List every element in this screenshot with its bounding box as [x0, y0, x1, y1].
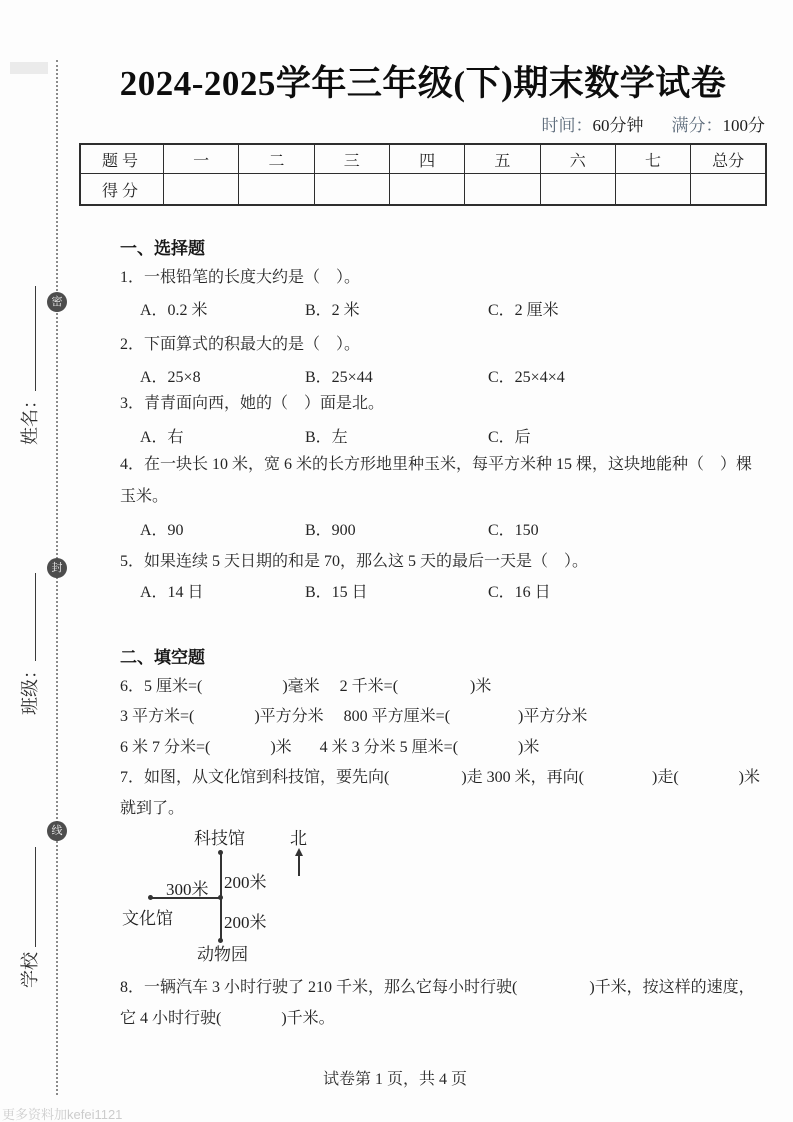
q4-option-a: A．90: [140, 522, 184, 539]
q2-option-c: C．25×4×4: [488, 369, 565, 386]
q1-option-b: B．2 米: [305, 302, 360, 319]
q2-option-b: B．25×44: [305, 369, 373, 386]
diagram-node-science: [218, 850, 223, 855]
seal-char-feng: 封: [47, 558, 67, 578]
question-8-line1: 8．一辆汽车 3 小时行驶了 210 千米，那么它每小时行驶( )千米，按这样的速度，: [120, 979, 755, 996]
score-cell-empty: [540, 174, 615, 206]
q5-option-b: B．15 日: [305, 584, 368, 601]
question-4-text-line1: 4．在一块长 10 米，宽 6 米的长方形地里种玉米，每平方米种 15 棵，这块地能种（ ）棵: [120, 456, 753, 473]
seal-char-xian: 线: [47, 821, 67, 841]
score-table-col-total: 总分: [691, 144, 766, 174]
diagram-north-label: 北: [290, 829, 307, 848]
page-title: 2024-2025学年三年级(下)期末数学试卷: [119, 64, 727, 103]
question-3-options: [140, 427, 531, 449]
question-7-line1: 7．如图，从文化馆到科技馆，要先向( )走 300 米，再向( )走( )米: [120, 769, 760, 786]
score-table-header-row: [80, 144, 766, 174]
time-value: 60分钟: [592, 116, 644, 135]
q1-option-a: A．0.2 米: [140, 302, 208, 319]
watermark-text: 更多资料加kefei1121: [2, 1107, 123, 1122]
score-cell-empty: [615, 174, 690, 206]
question-8-line2: 它 4 小时行驶( )千米。: [120, 1010, 335, 1027]
score-table-corner: 题号: [80, 144, 164, 174]
q5-option-a: A．14 日: [140, 584, 204, 601]
score-cell-empty: [389, 174, 464, 206]
full-score-value: 100分: [722, 116, 765, 135]
score-table-score-row: [80, 174, 766, 206]
score-table-col-6: 六: [540, 144, 615, 174]
name-blank-line: [21, 286, 36, 391]
diagram-zoo-label: 动物园: [197, 945, 248, 964]
q4-option-c: C．150: [488, 522, 539, 539]
score-cell-empty: [465, 174, 540, 206]
question-2-options: [140, 367, 565, 389]
name-field: [18, 270, 42, 445]
map-diagram: [120, 822, 380, 967]
score-table-col-2: 二: [239, 144, 314, 174]
question-6-line1: 6．5 厘米=( )毫米 2 千米=( )米: [120, 678, 492, 695]
score-cell-empty: [314, 174, 389, 206]
diagram-culture-museum-label: 文化馆: [122, 909, 173, 928]
q3-option-b: B．左: [305, 429, 348, 446]
question-6-line2: 3 平方米=( )平方分米 800 平方厘米=( )平方分米: [120, 708, 588, 725]
class-blank-line: [21, 573, 36, 661]
diagram-dist-left: 300米: [166, 880, 209, 899]
north-arrow-shaft: [298, 855, 300, 876]
q1-option-c: C．2 厘米: [488, 302, 559, 319]
diagram-science-museum-label: 科技馆: [194, 829, 245, 848]
q5-option-c: C．16 日: [488, 584, 551, 601]
diagram-node-junction: [218, 895, 223, 900]
diagram-dist-top: 200米: [224, 873, 267, 892]
score-cell-empty: [239, 174, 314, 206]
question-5-options: [140, 582, 551, 604]
seal-char-mi: 密: [47, 292, 67, 312]
page-footer: 试卷第 1 页，共 4 页: [322, 1071, 467, 1088]
section-1-heading: 一、选择题: [120, 239, 205, 258]
score-cell-empty: [691, 174, 766, 206]
school-label: 学校: [20, 947, 40, 988]
class-label: 班级：: [20, 661, 40, 715]
content-area: [79, 0, 767, 1122]
q3-option-c: C．后: [488, 429, 531, 446]
score-cell-empty: [164, 174, 239, 206]
time-label: 时间：: [541, 116, 593, 135]
q2-option-a: A．25×8: [140, 369, 201, 386]
school-field: [18, 827, 42, 988]
scan-artifact: [10, 62, 48, 74]
q3-option-a: A．右: [140, 429, 184, 446]
class-field: [18, 560, 42, 715]
school-blank-line: [21, 848, 36, 948]
q4-option-b: B．900: [305, 522, 356, 539]
question-4-text-line2: 玉米。: [120, 488, 169, 505]
full-score-label: 满分：: [671, 116, 723, 135]
question-6-line3: 6 米 7 分米=( )米 4 米 3 分米 5 厘米=( )米: [120, 739, 540, 756]
score-table-col-1: 一: [164, 144, 239, 174]
exam-meta: [542, 111, 766, 136]
question-3-text: 3．青青面向西，她的（ ）面是北。: [120, 395, 385, 412]
score-table-col-7: 七: [615, 144, 690, 174]
question-7-line2: 就到了。: [120, 800, 185, 817]
question-2-text: 2．下面算式的积最大的是（ ）。: [120, 336, 361, 353]
score-table-col-3: 三: [314, 144, 389, 174]
diagram-dist-bottom: 200米: [224, 913, 267, 932]
score-row-label: 得分: [80, 174, 164, 206]
question-4-options: [140, 520, 539, 542]
question-5-text: 5．如果连续 5 天日期的和是 70，那么这 5 天的最后一天是（ ）。: [120, 553, 589, 570]
name-label: 姓名：: [20, 391, 40, 445]
diagram-node-culture: [148, 895, 153, 900]
score-table-col-5: 五: [465, 144, 540, 174]
question-1-options: [140, 300, 559, 322]
score-table-col-4: 四: [389, 144, 464, 174]
section-2-heading: 二、填空题: [120, 648, 205, 667]
question-1-text: 1．一根铅笔的长度大约是（ ）。: [120, 269, 361, 286]
score-table: [79, 143, 767, 206]
